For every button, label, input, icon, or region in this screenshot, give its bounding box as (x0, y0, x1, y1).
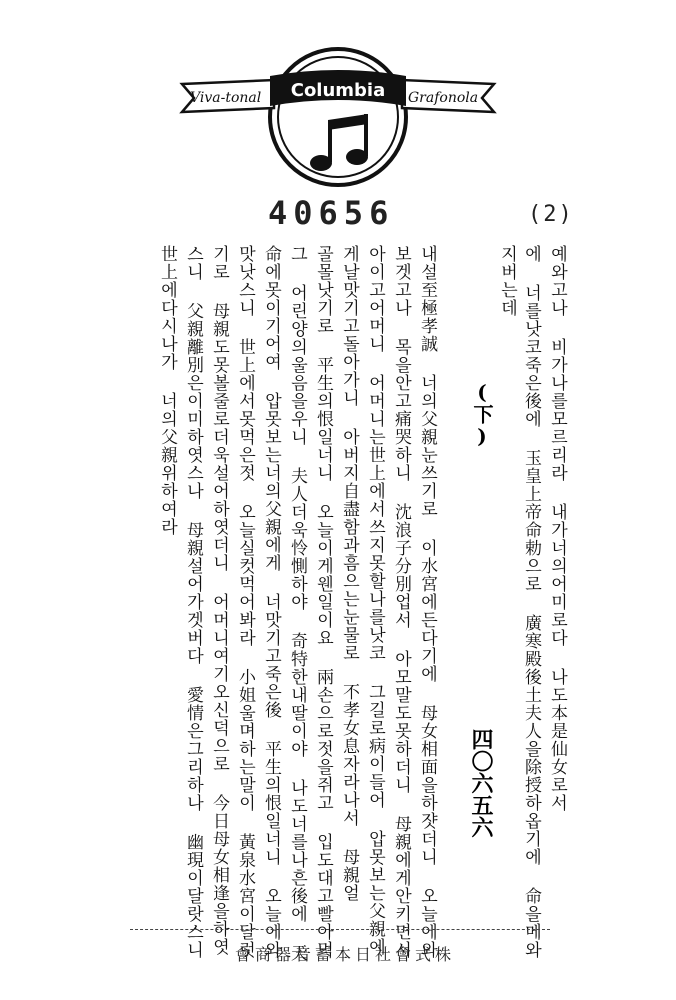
lyric-column-11: 맛낫스니 世上에서못먹은젓 오늘실컷먹어봐라 小姐울며하는말이 黃泉水宮이달럿 (235, 245, 255, 959)
logo-graphic (178, 42, 498, 192)
logo-left-text: Viva-tonal (190, 90, 262, 106)
lyric-column-2: 에 너를낫코죽은後에 玉皇上帝命勅으로 廣寒殿後土夫人을除授하옵기에 命을메와 (521, 245, 541, 959)
lyric-column-10: 命에못이기어여 압못보는너의父親에게 너맛기고죽은後 平生의恨일너니 오늘에와 (261, 245, 281, 959)
catalog-number-kanji: 四〇六五六 (468, 728, 494, 838)
lyric-column-9: 그 어린양의울음을우니 夫人더욱怜惻하야 奇特한내딸이야 나도너를나흔後에 天 (287, 245, 307, 962)
lyric-column-13: 스니 父親離別은이미하엿스나 母親설어가겟버다 愛情은그리하나 幽現이달랏스니 (183, 245, 203, 959)
lyric-column-12: 기로 母親도못볼줄로더욱설어하엿더니 어머니여기오신덕으로 今日母女相逢을하엿 (209, 245, 229, 956)
lyric-column-7: 게날맛기고돌아가니 아버지自盡함과흠으는눈물로 不孝女息자라나서 母親얼 (339, 245, 359, 902)
catalog-number: 40656 (268, 194, 395, 232)
publisher-footer: 株式會社日本蓄音器商會 (234, 945, 455, 964)
part-label: (下) (470, 380, 494, 448)
columbia-logo (178, 42, 498, 192)
logo-center-text: Columbia (290, 80, 386, 101)
lyric-column-3: 지버는데 (497, 245, 517, 317)
lyric-column-4: 내설至極孝誠 너의父親눈쓰기로 이水宮에든다기에 母女相面을하쟛더니 오늘에와 (417, 245, 437, 959)
lyric-column-5: 보겟고나 목을안고痛哭하니 沈浪子分別업서 아모말도못하더니 母親에게안키면서 (391, 245, 411, 959)
lyric-column-14: 世上에다시나가 너의父親위하여라 (157, 245, 177, 536)
lyric-column-8: 골몰낫기로 平生의恨일너니 오늘이게웬일이요 兩손으로젓을쥐고 입도대고빨아먹 (313, 245, 333, 959)
side-label: (2) (528, 202, 574, 227)
footer-divider (130, 929, 550, 930)
lyric-column-6: 아이고어머니 어머니는世上에서쓰지못할나를낫코 그길로病이들어 압못보는父親에 (365, 245, 385, 956)
lyric-column-1: 예와고나 비가나를모르리라 내가너의어미로다 나도本是仙女로서 (547, 245, 567, 812)
logo-right-text: Grafonola (408, 90, 479, 106)
